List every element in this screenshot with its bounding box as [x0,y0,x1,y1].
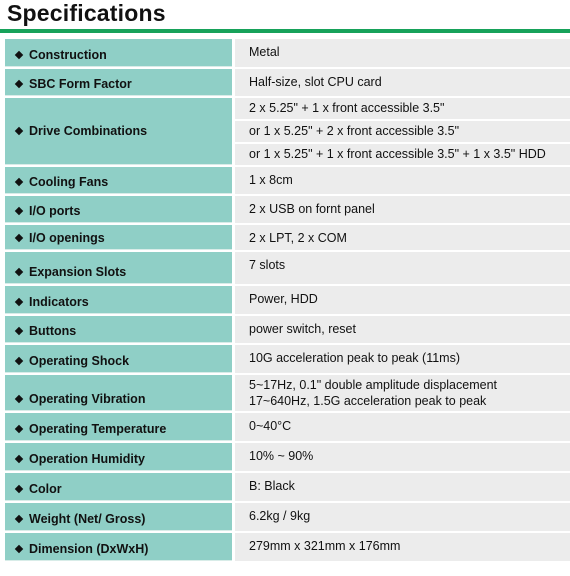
spec-row-drive-combinations [5,98,570,165]
spec-table [5,39,570,563]
spec-label: SBC Form Factor [29,77,132,91]
spec-label-cell [5,345,232,373]
bullet-diamond-icon [15,455,23,463]
spec-row-io-ports [5,196,570,223]
spec-value-line: or 1 x 5.25" + 2 x front accessible 3.5" [235,121,570,142]
spec-label-cell [5,443,232,471]
bullet-diamond-icon [15,395,23,403]
spec-row-sbc-form-factor [5,69,570,96]
bullet-diamond-icon [15,357,23,365]
spec-label-cell [5,98,232,165]
spec-value-line: 5~17Hz, 0.1" double amplitude displacement [249,378,497,392]
spec-value: Power, HDD [235,286,570,314]
bullet-diamond-icon [15,515,23,523]
bullet-diamond-icon [15,545,23,553]
spec-value: 6.2kg / 9kg [235,503,570,531]
spec-label: Drive Combinations [29,124,148,138]
spec-label: I/O openings [29,231,105,245]
spec-row-operating-shock [5,345,570,373]
bullet-diamond-icon [15,298,23,306]
spec-label-cell [5,503,232,531]
spec-label: Operating Vibration [29,392,146,406]
spec-label: Indicators [29,295,89,309]
spec-row-color [5,473,570,501]
spec-row-dimension [5,533,570,561]
bullet-diamond-icon [15,51,23,59]
spec-label: Buttons [29,324,77,338]
spec-row-operating-vibration [5,375,570,411]
spec-label: Construction [29,48,107,62]
spec-value: Metal [235,39,570,67]
spec-value: 279mm x 321mm x 176mm [235,533,570,561]
spec-row-cooling-fans [5,167,570,194]
spec-label-cell [5,69,232,96]
spec-value: 2 x LPT, 2 x COM [235,225,570,250]
spec-value: Half-size, slot CPU card [235,69,570,96]
spec-label: Operating Shock [29,354,130,368]
spec-value-group [235,98,570,165]
spec-label-cell [5,286,232,314]
spec-value: 10G acceleration peak to peak (11ms) [235,345,570,373]
spec-label: Expansion Slots [29,265,127,279]
spec-row-expansion-slots [5,252,570,284]
spec-value: 1 x 8cm [235,167,570,194]
spec-label-cell [5,533,232,561]
spec-label-cell [5,196,232,223]
bullet-diamond-icon [15,127,23,135]
spec-label-cell [5,225,232,250]
spec-label: Operating Temperature [29,422,167,436]
spec-value-line: 17~640Hz, 1.5G acceleration peak to peak [249,394,487,408]
spec-label-cell [5,167,232,194]
spec-label-cell [5,375,232,411]
spec-label-cell [5,39,232,67]
spec-label: Cooling Fans [29,175,109,189]
bullet-diamond-icon [15,268,23,276]
spec-value: 7 slots [235,252,570,284]
bullet-diamond-icon [15,234,23,242]
spec-value: power switch, reset [235,316,570,343]
spec-row-operating-temperature [5,413,570,441]
spec-row-io-openings [5,225,570,250]
bullet-diamond-icon [15,207,23,215]
spec-value-line: or 1 x 5.25" + 1 x front accessible 3.5" + 1 x 3.5" HDD [235,144,570,165]
title-divider [0,29,570,33]
spec-value [235,375,570,411]
bullet-diamond-icon [15,80,23,88]
spec-label: Color [29,482,62,496]
spec-row-weight [5,503,570,531]
bullet-diamond-icon [15,178,23,186]
spec-value: B: Black [235,473,570,501]
bullet-diamond-icon [15,425,23,433]
spec-label: I/O ports [29,204,81,218]
spec-row-construction [5,39,570,67]
spec-value: 10% ~ 90% [235,443,570,471]
spec-value: 0~40°C [235,413,570,441]
bullet-diamond-icon [15,485,23,493]
spec-label-cell [5,473,232,501]
page-title: Specifications [7,0,166,26]
spec-row-buttons [5,316,570,343]
spec-label: Dimension (DxWxH) [29,542,149,556]
spec-row-operation-humidity [5,443,570,471]
spec-label-cell [5,316,232,343]
spec-value: 2 x USB on fornt panel [235,196,570,223]
spec-label: Weight (Net/ Gross) [29,512,146,526]
spec-label: Operation Humidity [29,452,145,466]
spec-value-line: 2 x 5.25" + 1 x front accessible 3.5" [235,98,570,119]
spec-row-indicators [5,286,570,314]
spec-label-cell [5,252,232,284]
spec-label-cell [5,413,232,441]
bullet-diamond-icon [15,327,23,335]
